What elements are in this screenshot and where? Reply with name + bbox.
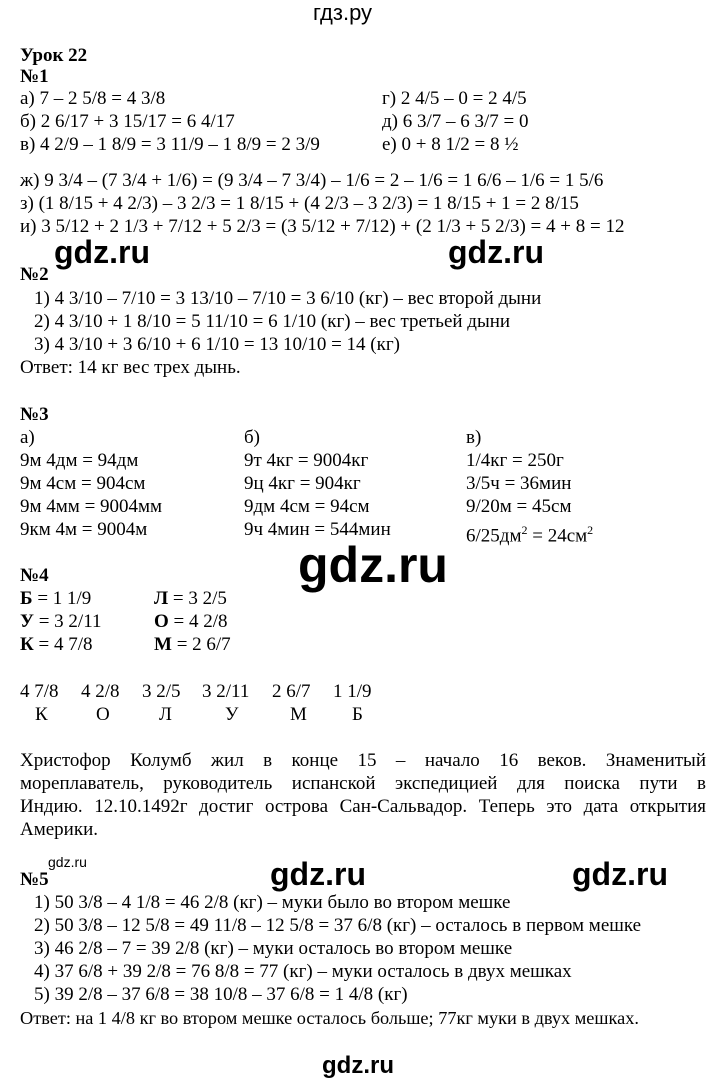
area-left: 6/25дм: [466, 525, 522, 547]
watermark: gdz.ru: [54, 234, 150, 270]
task3-row: 9ч 4мин = 544мин: [244, 519, 391, 540]
letter: Б: [20, 588, 33, 609]
task3-col-b-head: б): [244, 427, 260, 448]
task4-pair: [20, 634, 93, 656]
task4-number: 2 6/7: [272, 681, 311, 702]
task1-item-a: а) 7 – 2 5/8 = 4 3/8: [20, 88, 166, 109]
task4-letter: У: [225, 704, 239, 725]
value: = 4 7/8: [33, 634, 93, 655]
task4-number: 4 2/8: [81, 681, 120, 702]
task5-answer: Ответ: на 1 4/8 кг во втором мешке осталось больше; 77кг муки в двух мешках.: [20, 1008, 639, 1028]
task3-row: 9м 4дм = 94дм: [20, 450, 139, 471]
value: = 1 1/9: [32, 588, 92, 609]
watermark: gdz.ru: [298, 537, 448, 593]
task5-line: 4) 37 6/8 + 39 2/8 = 76 8/8 = 77 (кг) – муки осталось в двух мешках: [34, 961, 572, 982]
task4-letter: М: [290, 704, 307, 725]
task4-pair: [154, 634, 231, 656]
letter: Л: [154, 588, 169, 609]
task1-item-z: з) (1 8/15 + 4 2/3) – 3 2/3 = 1 8/15 + (4 2/3 – 3 2/3) = 1 8/15 + 1 = 2 8/15: [20, 193, 579, 214]
letter: У: [20, 611, 34, 632]
task3-row: 9км 4м = 9004м: [20, 519, 148, 540]
task5-line: 2) 50 3/8 – 12 5/8 = 49 11/8 – 12 5/8 = 37 6/8 (кг) – осталось в первом мешке: [34, 915, 642, 936]
task4-paragraph-line: Индию. 12.10.1492г достиг острова Сан-Сальвадор. Теперь это дата открытия: [20, 796, 706, 817]
letter: М: [154, 634, 172, 655]
site-header: гдз.ру: [313, 0, 373, 25]
task2-answer: Ответ: 14 кг вес трех дынь.: [20, 357, 241, 378]
task2-line: 2) 4 3/10 + 1 8/10 = 5 11/10 = 6 1/10 (кг) – вес третьей дыни: [34, 311, 511, 332]
lesson-title: Урок 22: [20, 45, 88, 66]
value: = 3 2/5: [168, 588, 227, 609]
task5-line: 1) 50 3/8 – 4 1/8 = 46 2/8 (кг) – муки было во втором мешке: [34, 892, 511, 913]
task4-paragraph-line: Христофор Колумб жил в конце 15 – начало 16 веков. Знаменитый: [20, 750, 706, 771]
task3-col-v-head: в): [466, 427, 482, 448]
task2-label: №2: [20, 264, 49, 285]
task4-letter: Л: [159, 704, 172, 725]
task4-number: 3 2/5: [142, 681, 181, 702]
letter: К: [20, 634, 34, 655]
watermark-small: gdz.ru: [48, 854, 87, 870]
task5-label: №5: [20, 869, 49, 890]
letter: О: [154, 611, 169, 632]
task4-letter: О: [96, 704, 110, 725]
task4-pair: [154, 611, 228, 633]
task3-row: 9т 4кг = 9004кг: [244, 450, 369, 471]
task4-pair: [20, 588, 91, 610]
watermark: gdz.ru: [322, 1052, 394, 1079]
watermark: gdz.ru: [448, 234, 544, 270]
task3-row: 9м 4мм = 9004мм: [20, 496, 163, 517]
task2-line: 1) 4 3/10 – 7/10 = 3 13/10 – 7/10 = 3 6/10 (кг) – вес второй дыни: [34, 288, 542, 309]
task4-paragraph-line: Америки.: [20, 819, 98, 840]
task1-item-v: в) 4 2/9 – 1 8/9 = 3 11/9 – 1 8/9 = 2 3/9: [20, 134, 320, 155]
task3-row: 9дм 4см = 94см: [244, 496, 370, 517]
task5-line: 5) 39 2/8 – 37 6/8 = 38 10/8 – 37 6/8 = 1 4/8 (кг): [34, 984, 408, 1005]
task2-line: 3) 4 3/10 + 3 6/10 + 6 1/10 = 13 10/10 = 14 (кг): [34, 334, 400, 355]
task1-item-g: г) 2 4/5 – 0 = 2 4/5: [382, 88, 527, 109]
value: = 4 2/8: [168, 611, 228, 632]
task3-row: 1/4кг = 250г: [466, 450, 564, 471]
task4-paragraph-line: мореплаватель, руководитель испанской экспедицией для поиска пути в: [20, 773, 706, 794]
exponent: 2: [521, 523, 528, 537]
task5-line: 3) 46 2/8 – 7 = 39 2/8 (кг) – муки осталось во втором мешке: [34, 938, 513, 959]
task3-row: 3/5ч = 36мин: [466, 473, 572, 494]
task3-col-a-head: а): [20, 427, 35, 448]
value: = 2 6/7: [171, 634, 231, 655]
task3-label: №3: [20, 404, 49, 425]
exponent: 2: [587, 523, 594, 537]
task4-pair: [20, 611, 102, 633]
task4-pair: [154, 588, 227, 610]
task4-label: №4: [20, 565, 49, 586]
task1-item-e: е) 0 + 8 1/2 = 8 ½: [382, 134, 519, 155]
task3-row: 9м 4см = 904см: [20, 473, 146, 494]
task1-item-zh: ж) 9 3/4 – (7 3/4 + 1/6) = (9 3/4 – 7 3/4) – 1/6 = 2 – 1/6 = 1 6/6 – 1/6 = 1 5/6: [20, 170, 604, 191]
task1-item-i: и) 3 5/12 + 2 1/3 + 7/12 + 5 2/3 = (3 5/12 + 7/12) + (2 1/3 + 5 2/3) = 4 + 8 = 12: [20, 216, 625, 237]
task4-number: 1 1/9: [333, 681, 372, 702]
task4-letter: Б: [352, 704, 363, 725]
value: = 3 2/11: [33, 611, 102, 632]
task1-label: №1: [20, 66, 49, 87]
task4-number: 4 7/8: [20, 681, 59, 702]
task4-number: 3 2/11: [202, 681, 250, 702]
area-right: = 24см: [527, 525, 588, 547]
task3-row: 9/20м = 45см: [466, 496, 572, 517]
watermark: gdz.ru: [270, 856, 366, 892]
task1-item-b: б) 2 6/17 + 3 15/17 = 6 4/17: [20, 111, 235, 132]
task3-row-area: [466, 519, 593, 547]
task3-row: 9ц 4кг = 904кг: [244, 473, 361, 494]
task4-letter: К: [35, 704, 48, 725]
watermark: gdz.ru: [572, 856, 668, 892]
task1-item-d: д) 6 3/7 – 6 3/7 = 0: [382, 111, 529, 132]
